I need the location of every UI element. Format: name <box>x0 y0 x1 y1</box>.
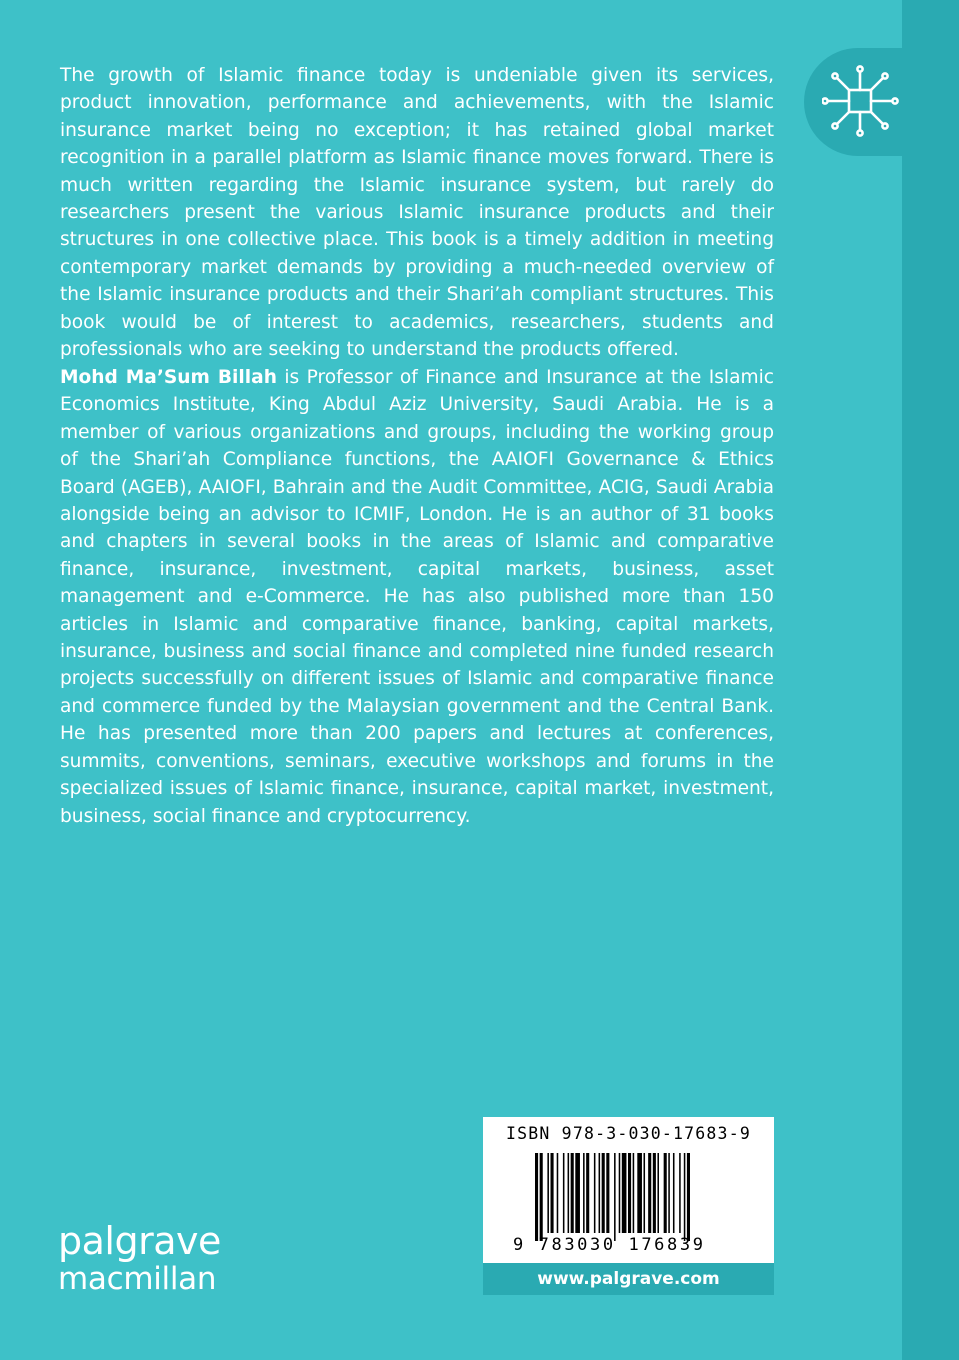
barcode-bar <box>619 1153 621 1233</box>
barcode-bar <box>687 1153 690 1241</box>
publisher-logo-tab <box>804 48 959 156</box>
book-description: The growth of Islamic finance today is undeniable given its services, product innovation, performance and achievements, with the Islamic insurance market being no exception; it has retained global market recognition in a parallel platform as Islamic finance moves forward. There is much written regarding the Islamic insurance system, but rarely do researchers present the various Islamic insurance products and their structures in one collective place. This book is a timely addition in meeting contemporary market demands by providing a much-needed overview of the Islamic insurance products and their Shari’ah compliant structures. This book would be of interest to academics, researchers, students and professionals who are seeking to understand the products offered. <box>60 65 774 361</box>
barcode-bar <box>602 1153 605 1233</box>
barcode-bar <box>575 1153 580 1233</box>
barcode-bar <box>614 1153 616 1241</box>
author-name: Mohd Ma’Sum Billah <box>60 367 277 388</box>
barcode-bar <box>679 1153 681 1233</box>
barcode-bar <box>606 1153 609 1233</box>
barcode-bar <box>547 1153 549 1233</box>
barcode-bar <box>594 1153 596 1233</box>
barcode-bar <box>599 1153 601 1233</box>
barcode-bar <box>551 1153 554 1233</box>
barcode-bar <box>673 1153 675 1233</box>
barcode-bar <box>644 1153 646 1233</box>
barcode-bar <box>684 1153 686 1241</box>
barcode-bar <box>557 1153 559 1233</box>
barcode-bar <box>583 1153 585 1233</box>
barcode-bar <box>571 1153 574 1233</box>
barcode-bar <box>622 1153 627 1233</box>
barcode-bar <box>668 1153 670 1233</box>
palgrave-network-icon <box>822 64 902 142</box>
isbn-label: ISBN 978-3-030-17683-9 <box>506 1124 751 1143</box>
barcode-bar <box>633 1153 635 1233</box>
spine-strip <box>902 0 959 1360</box>
barcode-bar <box>568 1153 570 1233</box>
barcode-bar <box>586 1153 589 1233</box>
barcode-bar <box>664 1153 667 1233</box>
barcode-panel <box>483 1117 774 1295</box>
publisher-website[interactable]: www.palgrave.com <box>483 1263 774 1295</box>
barcode-bar <box>535 1153 538 1241</box>
publisher-logo <box>58 1219 221 1298</box>
author-bio <box>60 364 774 830</box>
author-bio-text: is Professor of Finance and Insurance at the Islamic Economics Institute, King Abdul Aziz University, Saudi Arabia. He is a member of various organizations and groups, including the working group of the Shari’ah Compliance functions, the AAIOFI Governance & Ethics Board (AGEB), AAIOFI, Bahrain and the Audit Committee, ACIG, Saudi Arabia alongside being an advisor to ICMIF, London. He is an author of 31 books and chapters in several books in the areas of Islamic and comparative finance, insurance, investment, capital markets, business, asset management and e-Commerce. He has also published more than 150 articles in Islamic and comparative finance, banking, capital markets, insurance, business and social finance and completed nine funded research projects successfully on different issues of Islamic and comparative finance and commerce funded by the Malaysian government and the Central Bank. He has presented more than 200 papers and lectures at conferences, summits, conventions, seminars, executive workshops and forums in the specialized issues of Islamic finance, insurance, capital market, investment, business, social finance and cryptocurrency. <box>60 367 774 827</box>
barcode-bar <box>653 1153 656 1233</box>
barcode-image <box>535 1153 723 1241</box>
barcode-bar <box>540 1153 543 1241</box>
barcode-bar <box>648 1153 651 1233</box>
barcode-bar <box>563 1153 565 1233</box>
publisher-name-line2: macmillan <box>58 1261 217 1297</box>
barcode-bar <box>637 1153 642 1233</box>
barcode-digits: 9 783030 176839 <box>513 1235 706 1255</box>
barcode-bar <box>628 1153 631 1233</box>
barcode-bar <box>657 1153 659 1233</box>
publisher-name-line1: palgrave <box>58 1219 221 1263</box>
